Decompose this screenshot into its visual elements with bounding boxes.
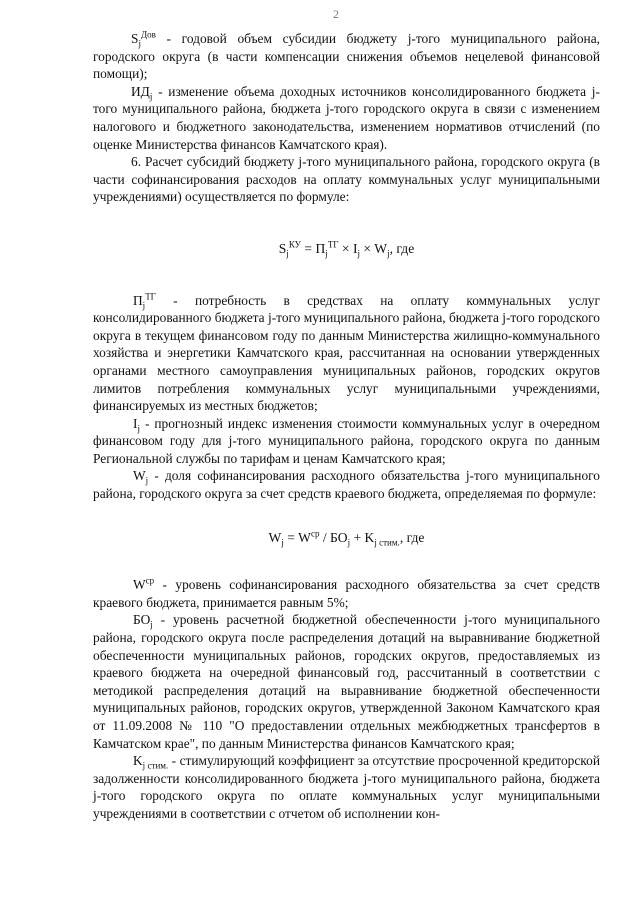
symbol-subscript: j [149,91,153,102]
definition-text: - доля софинансирования расходного обязательства j-того муниципального района, городского округа за счет средств краевого бюджета, определяемая по формуле: [93,468,600,502]
definition-bo [93,611,600,752]
symbol-subscript: j [145,476,149,487]
symbol: П [133,292,143,308]
definition-text: - прогнозный индекс изменения стоимости коммунальных услуг в очередном финансовом году для j-того муниципального района, городского округа по данным Региональной службы по тарифам и ценам Камчатского края; [93,415,600,466]
definition-p-tg [93,292,600,415]
formula-w: $W_j = W^{ср} / БО_j + K_{j стим.}$, где [268,528,425,548]
definition-text: - стимулирующий коэффициент за отсутствие просроченной кредиторской задолженности консолидированного бюджета j-того муниципального района, бюджета j-того городского округа по оплате коммунальных услуг муниципальными учреждениями в соответствии с отчетом об исполнении кон- [93,753,600,821]
symbol-subscript: j стим. [142,760,169,771]
definition-id [93,83,600,153]
symbol: W [133,468,146,484]
definition-text: - изменение объема доходных источников консолидированного бюджета j-того муниципального района, бюджета j-того городского округа в связи с изменением налогового и бюджетного законодательства, изменением нормативов отчислений (по оценке Министерства финансов Камчатского края). [93,83,600,152]
symbol-superscript: ср [145,575,155,586]
section-6-paragraph: 6. Расчет субсидий бюджету j-того муниципального района, городского округа (в части софинансирования расходов на оплату коммунальных услуг муниципальными учреждениями) осуществляется по формуле: [93,154,600,205]
definition-text: - уровень софинансирования расходного обязательства за счет средств краевого бюджета, принимается равным 5%; [93,577,600,610]
symbol-subscript: j [137,423,140,434]
formula-s-ku: $S_j^{КУ} = П_j^{ТГ} \times I_j \times W_j$, где [278,239,415,259]
symbol-subscript: j [150,620,153,631]
symbol: S [131,31,139,46]
definition-text: - уровень расчетной бюджетной обеспеченности j-того муниципального района, городского округа после распределения дотаций на выравнивание бюджетной обеспеченности муниципальных районов, городских округов, предоставляемых из краевого бюджета на очередной финансовый год, рассчитанный в соответствии с методикой распределения дотаций на выравнивание бюджетной обеспеченности муниципальных районов, городских округов, утвержденной Законом Камчатского края от 11.09.2008 № 110 "О предоставлении отдельных межбюджетных трансфертов в Камчатском крае", по данным Министерства финансов Камчатского края; [93,612,600,751]
definition-w-cp [93,576,600,611]
definition-text: - годовой объем субсидии бюджету j-того муниципального района, городского округа (в части компенсации снижения объемов нецелевой финансовой помощи); [93,31,600,82]
symbol: I [133,415,138,431]
symbol: БО [133,612,151,628]
symbol: ИД [131,83,150,99]
symbol: K [133,753,143,769]
symbol-superscript: ТГ [145,291,156,302]
symbol: W [133,577,146,593]
definition-i [93,415,600,468]
definition-text: - потребность в средствах на оплату коммунальных услуг консолидированного бюджета j-того муниципального района, бюджета j-того городского округа в текущем финансовом году по данным Министерства жилищно-коммунального хозяйства и энергетики Камчатского края, рассчитанная на основании утвержденных органами местного самоуправления муниципальных районов, городских округов лимитов потребления коммунальных услуг муниципальными учреждениями, финансируемых из местных бюджетов; [93,292,600,414]
symbol-subscript: j [138,38,141,49]
definition-k-stim [93,752,600,822]
page-number: 2 [333,7,339,21]
definition-w [93,467,600,502]
definition-s-dov [93,30,600,83]
symbol-superscript: Дов [140,29,156,40]
symbol-subscript: j [142,300,146,311]
